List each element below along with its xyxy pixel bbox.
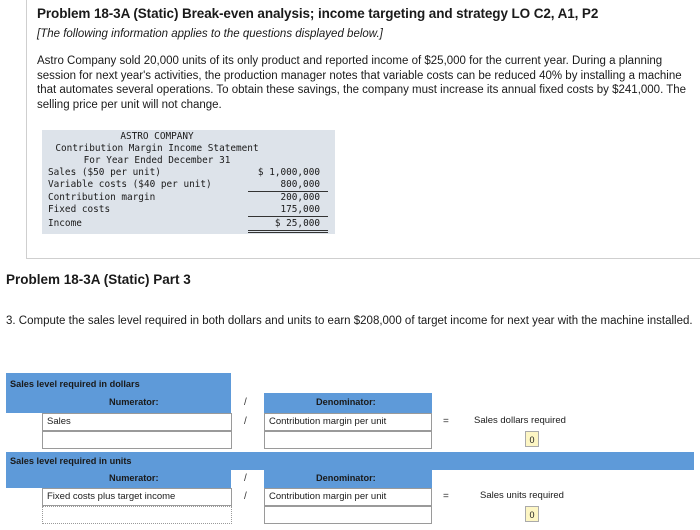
equals-sign: = — [443, 416, 449, 427]
units-result-label: Sales units required — [476, 488, 598, 506]
dollars-result-label: Sales dollars required — [470, 413, 592, 431]
dollars-denominator-field[interactable]: Contribution margin per unit — [264, 413, 432, 431]
statement-row-amount: 175,000 — [280, 204, 320, 215]
dollars-header: Sales level required in dollars — [10, 379, 140, 389]
double-underline — [248, 232, 328, 233]
units-result-value[interactable]: 0 — [525, 506, 539, 522]
dollars-numerator-amount[interactable] — [42, 431, 232, 449]
statement-row — [48, 204, 328, 216]
units-header: Sales level required in units — [10, 456, 132, 466]
units-numerator-amount[interactable] — [42, 506, 232, 524]
statement-row-amount: 800,000 — [280, 179, 320, 190]
dollars-result-value[interactable]: 0 — [525, 431, 539, 447]
divide-sign: / — [244, 416, 247, 427]
dollars-denominator-amount[interactable] — [264, 431, 432, 449]
problem-title: Problem 18-3A (Static) Break-even analysis; income targeting and strategy LO C2, A1, P2 — [37, 6, 599, 21]
divide-sign: / — [244, 473, 247, 484]
units-numerator-field[interactable]: Fixed costs plus target income — [42, 488, 232, 506]
units-numerator-label: Numerator: — [109, 473, 159, 483]
statement-row — [48, 218, 328, 230]
part-title: Problem 18-3A (Static) Part 3 — [6, 272, 191, 287]
statement-row-label: Variable costs ($40 per unit) — [48, 179, 212, 190]
dollars-denominator-label: Denominator: — [316, 397, 376, 407]
problem-subtitle: [The following information applies to the questions displayed below.] — [37, 28, 383, 40]
question-text: 3. Compute the sales level required in both dollars and units to earn $208,000 of target income for next year with the machine installed. — [6, 315, 693, 327]
double-underline — [248, 230, 328, 231]
problem-paragraph: Astro Company sold 20,000 units of its only product and reported income of $25,000 for the current year. During a planning session for next year's activities, the production manager notes that variable costs can be reduced 40% by installing a machine that automates several operations. To obtain these savings, the company must increase its annual fixed costs by $241,000. The selling price per unit will not change. — [37, 55, 687, 111]
units-denominator-field[interactable]: Contribution margin per unit — [264, 488, 432, 506]
equals-sign: = — [443, 491, 449, 502]
statement-row-amount: $ 25,000 — [274, 218, 320, 229]
underline — [248, 216, 328, 217]
calculation-table — [6, 373, 694, 529]
statement-row-label: Sales ($50 per unit) — [48, 167, 161, 178]
statement-row — [48, 192, 328, 204]
statement-row-label: Contribution margin — [48, 192, 156, 203]
statement-period: For Year Ended December 31 — [83, 155, 231, 166]
divide-sign: / — [244, 397, 247, 408]
statement-row-label: Fixed costs — [48, 204, 111, 215]
dollars-numerator-label: Numerator: — [109, 397, 159, 407]
units-denominator-label: Denominator: — [316, 473, 376, 483]
statement-company: ASTRO COMPANY — [120, 131, 194, 142]
statement-row-label: Income — [48, 218, 82, 229]
divide-sign: / — [244, 491, 247, 502]
statement-row — [48, 179, 328, 191]
statement-row-amount: 200,000 — [280, 192, 320, 203]
statement-row-amount: $ 1,000,000 — [257, 167, 320, 178]
units-denominator-amount[interactable] — [264, 506, 432, 524]
statement-name: Contribution Margin Income Statement — [55, 143, 259, 154]
income-statement — [42, 130, 335, 234]
dollars-numerator-field[interactable]: Sales — [42, 413, 232, 431]
statement-row — [48, 167, 328, 179]
